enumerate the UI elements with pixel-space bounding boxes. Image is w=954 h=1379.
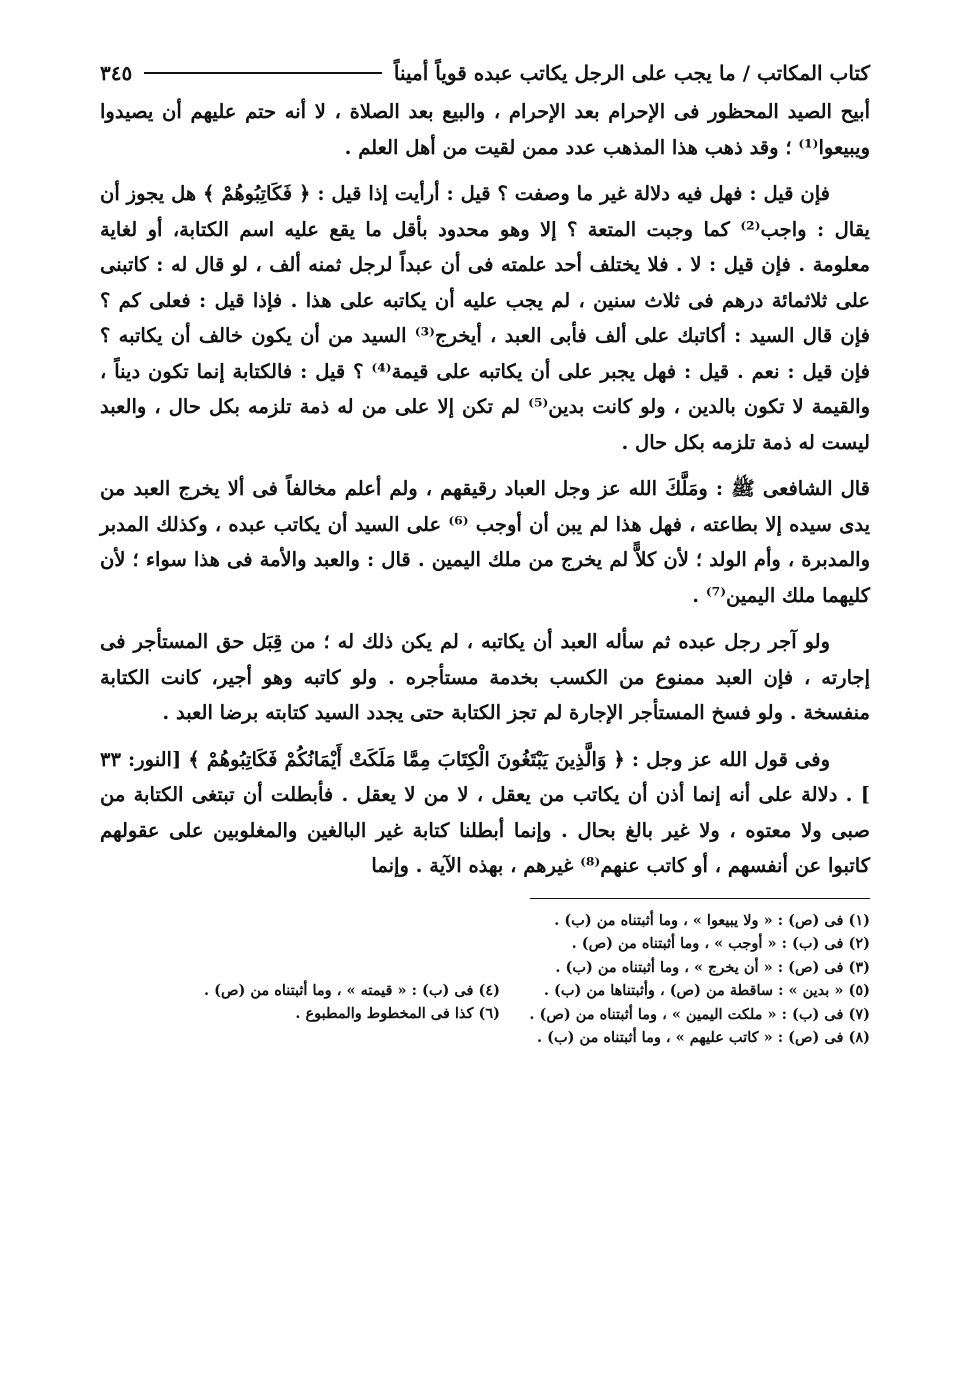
page bbox=[100, 52, 870, 1050]
footnote-3: (٣) فى (ص) : « أن يخرج » ، وما أثبتناه من (ب) . bbox=[555, 958, 870, 976]
footnote-6: (٦) كذا فى المخطوط والمطبوع . bbox=[295, 1005, 500, 1022]
footnote-separator bbox=[530, 898, 870, 899]
paragraph-2: فإن قيل : فهل فيه دلالة غير ما وصفت ؟ قيل : أرأيت إذا قيل : ﴿ فَكَاتِبُوهُمْ ﴾ هل يجوز أن يقال : واجب⁽²⁾ كما وجبت المتعة ؟ إلا وهو محدود بأقل ما يقع عليه اسم الكتابة، أو لغاية معلومة . فإن قيل : لا . فلا يختلف أحد علمته فى أن عبداً لرجل ثمنه ألف ، لو قال له : كاتبنى على ثلاثمائة درهم فى ثلاث سنين ، لم يجب عليه أن يكاتبه على هذا . فإذا قيل : فعلى كم ؟ فإن قال السيد : أكاتبك على ألف فأبى العبد ، أيخرج⁽³⁾ السيد من أن يكون خالف أن يكاتبه ؟ فإن قيل : نعم . قيل : فهل يجبر على أن يكاتبه على قيمة⁽⁴⁾ ؟ قيل : فالكتابة إنما تكون ديناً ، والقيمة لا تكون بالدين ، ولو كانت بدين⁽⁵⁾ لم تكن إلا على من له ذمة تلزمه بكل حال ، والعبد ليست له ذمة تلزمه بكل حال . bbox=[100, 182, 870, 454]
footnotes-left-column bbox=[180, 909, 500, 1050]
footnote-2: (٢) فى (ب) : « أوجب » ، وما أثبتناه من (ص) . bbox=[571, 935, 870, 952]
footnote-4: (٤) فى (ب) : « قيمته » ، وما أثبتناه من (ص) . bbox=[204, 981, 500, 999]
paragraph-5: وفى قول الله عز وجل : ﴿ وَالَّذِينَ يَبْتَغُونَ الْكِتَابَ مِمَّا مَلَكَتْ أَيْمَانُكُمْ فَكَاتِبُوهُمْ ﴾ [النور: ٣٣ ] . دلالة على أنه إنما أذن أن يكاتب من يعقل ، لا من لا يعقل . فأبطلت أن تبتغى الكتابة من صبى ولا معتوه ، ولا غير بالغ بحال . وإنما أبطلنا كتابة غير البالغين والمغلوبين على عقولهم كاتبوا عن أنفسهم ، أو كاتب عنهم⁽⁸⁾ غيرهم ، بهذه الآية . وإنما bbox=[100, 747, 870, 877]
main-text bbox=[100, 94, 870, 884]
paragraph-1: أبيح الصيد المحظور فى الإحرام بعد الإحرام ، والبيع بعد الصلاة ، لا أنه حتم عليهم أن يصيدوا ويبيعوا⁽¹⁾ ؛ وقد ذهب هذا المذهب عدد ممن لقيت من أهل العلم . bbox=[100, 100, 870, 159]
header-title: كتاب المكاتب / ما يجب على الرجل يكاتب عبده قوياً أميناً bbox=[393, 61, 870, 85]
footnotes-right-column bbox=[529, 909, 870, 1050]
footnotes bbox=[100, 909, 870, 1050]
header-rule bbox=[144, 72, 382, 74]
paragraph-4: ولو آجر رجل عبده ثم سأله العبد أن يكاتبه ، لم يكن ذلك له ؛ من قِبَل حق المستأجر فى إجارته ، فإن العبد ممنوع من الكسب بخدمة مستأجره . ولو كاتبه وهو أجير، كانت الكتابة منفسخة . ولو فسخ المستأجر الإجارة لم تجز الكتابة حتى يجدد السيد كتابته برضا العبد . bbox=[100, 630, 870, 724]
footnote-8: (٨) فى (ص) : « كاتب عليهم » ، وما أثبتناه من (ب) . bbox=[537, 1029, 870, 1046]
footnote-1: (١) فى (ص) : « ولا يبيعوا » ، وما أثبتناه من (ب) . bbox=[554, 911, 870, 929]
footnote-5: (٥) « بدين » : ساقطة من (ص) ، وأثبتناها من (ب) . bbox=[543, 982, 870, 999]
footnote-7: (٧) فى (ب) : « ملكت اليمين » ، وما أثبتناه من (ص) . bbox=[529, 1005, 870, 1023]
page-number: ٣٤٥ bbox=[100, 61, 133, 85]
paragraph-3: قال الشافعى ﷺ : ومَلَّكَ الله عز وجل العباد رقيقهم ، ولم أعلم مخالفاً فى ألا يخرج العبد من يدى سيده إلا بطاعته ، فهل هذا لم يبن أن أوجب ⁽⁶⁾ على السيد أن يكاتب عبده ، وكذلك المدبر والمدبرة ، وأم الولد ؛ لأن كلاًّ لم يخرج من ملك اليمين . قال : والعبد والأمة فى هذا سواء ؛ لأن كليهما ملك اليمين⁽⁷⁾ . bbox=[100, 477, 870, 607]
running-header bbox=[100, 52, 870, 94]
